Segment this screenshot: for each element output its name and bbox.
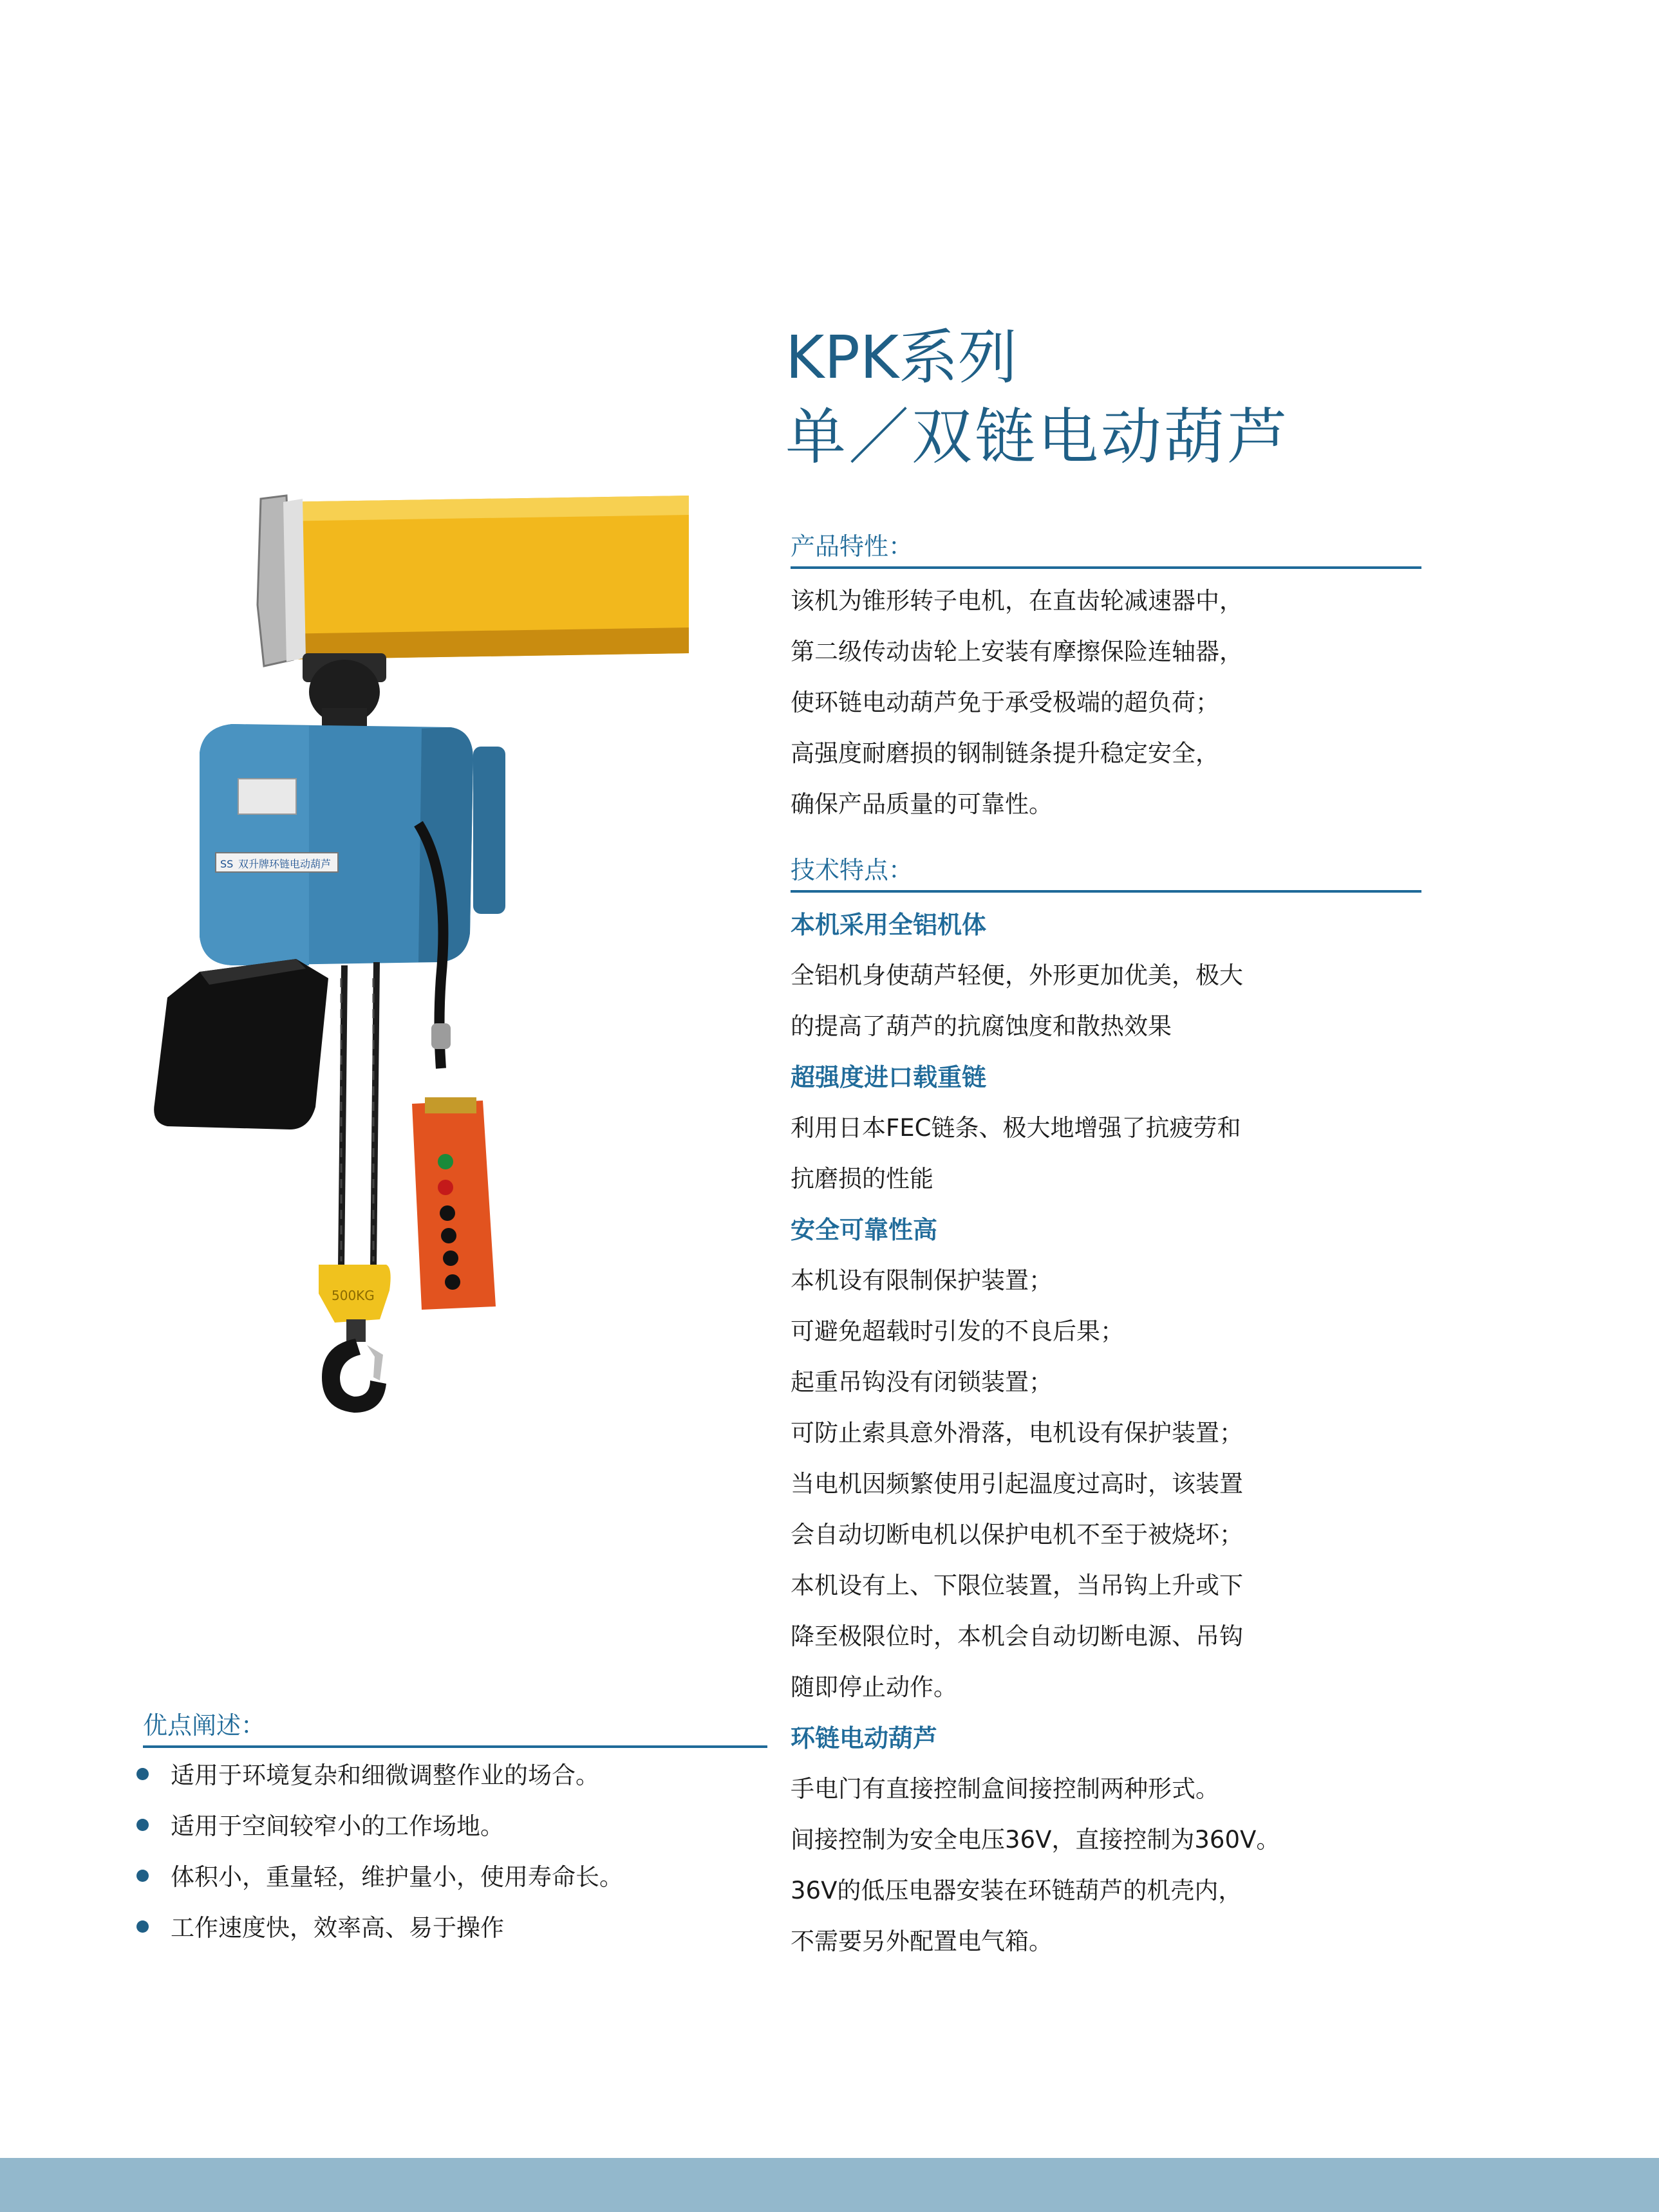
tech-line: 本机设有限制保护装置；: [791, 1267, 1053, 1294]
bullet-icon: [136, 1870, 149, 1882]
hook-block: [319, 1265, 391, 1342]
nameplate-text: 双升牌环链电动葫芦: [238, 858, 332, 870]
tech-line: 随即停止动作。: [791, 1673, 957, 1701]
bullet-icon: [136, 1768, 149, 1780]
bullet-icon: [136, 1819, 149, 1831]
tech-line: 不需要另外配置电气箱。: [791, 1928, 1053, 1955]
tech-line: 起重吊钩没有闭锁装置；: [791, 1368, 1053, 1396]
electric-chain-hoist-image: [148, 489, 689, 1474]
product-title: 单／双链电动葫芦: [785, 402, 1291, 472]
feature-line: 使环链电动葫芦免于承受极端的超负荷；: [791, 689, 1219, 716]
tech-line: 会自动切断电机以保护电机不至于被烧坏；: [791, 1521, 1243, 1548]
tech-line: 抗磨损的性能: [791, 1165, 933, 1193]
advantage-text: 适用于环境复杂和细微调整作业的场合。: [171, 1761, 599, 1789]
series-title: KPK系列: [785, 323, 1018, 392]
feature-line: 确保产品质量的可靠性。: [791, 790, 1053, 818]
tech-line: 利用日本FEC链条、极大地增强了抗疲劳和: [791, 1114, 1241, 1142]
tech-line: 本机设有上、下限位装置，当吊钩上升或下: [791, 1572, 1243, 1599]
tech-line: 手电门有直接控制盒间接控制两种形式。: [791, 1775, 1219, 1803]
advantage-item: [136, 1763, 599, 1787]
hook-block-text: 500KG: [332, 1288, 375, 1303]
features-heading: 产品特性：: [791, 534, 1421, 569]
footer-bar: [0, 2158, 1659, 2212]
tech-line: 可避免超载时引发的不良后果；: [791, 1317, 1124, 1345]
load-chains: [341, 962, 377, 1268]
advantage-item: [136, 1865, 623, 1889]
pendant-control: [412, 1097, 496, 1310]
hoist-body: [200, 724, 505, 965]
advantage-item: [136, 1916, 504, 1940]
chain-bag: [154, 959, 328, 1129]
bullet-icon: [136, 1920, 149, 1933]
advantage-text: 体积小，重量轻，维护量小，使用寿命长。: [171, 1863, 623, 1891]
tech-line: 36V的低压电器安装在环链葫芦的机壳内，: [791, 1877, 1242, 1904]
tech-line: 当电机因频繁使用引起温度过高时，该装置: [791, 1470, 1243, 1498]
tech-subheading: 超强度进口载重链: [791, 1063, 987, 1092]
advantage-text: 工作速度快，效率高、易于操作: [171, 1914, 504, 1942]
tech-heading: 技术特点：: [791, 858, 1421, 893]
tech-line: 全铝机身使葫芦轻便，外形更加优美，极大: [791, 962, 1243, 989]
tech-line: 降至极限位时，本机会自动切断电源、吊钩: [791, 1622, 1243, 1650]
tech-line: 的提高了葫芦的抗腐蚀度和散热效果: [791, 1012, 1172, 1040]
feature-line: 该机为锥形转子电机，在直齿轮减速器中，: [791, 587, 1243, 615]
beam-rail: [258, 496, 689, 666]
tech-subheading: 安全可靠性高: [791, 1216, 938, 1244]
feature-line: 第二级传动齿轮上安装有摩擦保险连轴器，: [791, 638, 1243, 665]
tech-line: 间接控制为安全电压36V，直接控制为360V。: [791, 1826, 1280, 1854]
tech-subheading: 本机采用全铝机体: [791, 911, 987, 939]
feature-line: 高强度耐磨损的钢制链条提升稳定安全，: [791, 739, 1219, 767]
advantage-item: [136, 1814, 504, 1838]
advantage-text: 适用于空间较窄小的工作场地。: [171, 1812, 504, 1840]
badge-text: SS: [220, 858, 234, 870]
tech-subheading: 环链电动葫芦: [791, 1724, 938, 1752]
tech-line: 可防止索具意外滑落，电机设有保护装置；: [791, 1419, 1243, 1447]
advantages-heading: 优点阐述：: [143, 1713, 767, 1748]
